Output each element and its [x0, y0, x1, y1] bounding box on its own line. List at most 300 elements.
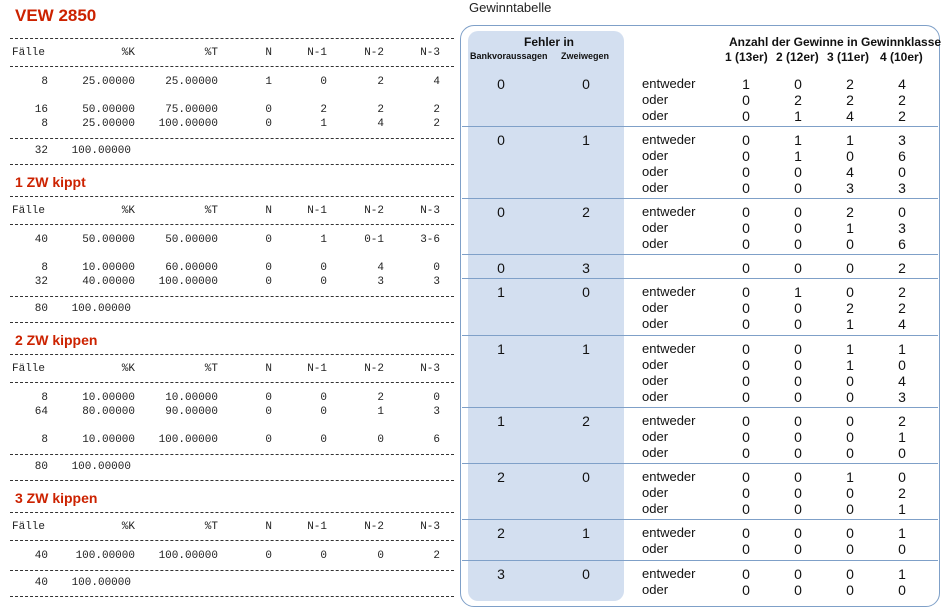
section-heading: 2 ZW kippen [15, 332, 98, 348]
cell-2: 90.00000 [165, 406, 218, 418]
win-count-class-3: 0 [846, 485, 854, 501]
header-cell-2: %T [204, 521, 218, 533]
cell-4: 0 [320, 76, 327, 88]
header-cell-1: %K [121, 521, 135, 533]
cell-6: 6 [433, 434, 440, 446]
header-cell-3: N [265, 47, 272, 59]
total-row [0, 303, 460, 317]
win-count-class-2: 0 [794, 501, 802, 517]
table-row [0, 76, 460, 90]
header-cell-1: %K [121, 363, 135, 375]
case-label: entweder [642, 525, 696, 540]
bankvoraussagen-header: Bankvoraussagen [470, 51, 548, 61]
total-cases: 80 [34, 461, 48, 473]
zweiweg-errors: 1 [582, 132, 590, 148]
cell-0: 8 [41, 262, 48, 274]
win-count-class-2: 0 [794, 204, 802, 220]
win-count-class-2: 0 [794, 341, 802, 357]
win-count-class-4: 2 [898, 260, 906, 276]
cell-5: 3 [377, 276, 384, 288]
total-rule-bottom [10, 164, 454, 165]
case-label: oder [642, 316, 669, 331]
header-rule-bottom [10, 66, 454, 67]
header-rule-bottom [10, 540, 454, 541]
cell-0: 32 [34, 276, 48, 288]
header-cell-4: N-1 [307, 47, 327, 59]
cell-4: 0 [320, 262, 327, 274]
win-count-class-2: 0 [794, 445, 802, 461]
total-percent: 100.00000 [71, 461, 131, 473]
cell-3: 0 [265, 234, 272, 246]
cell-4: 0 [320, 406, 327, 418]
table-row [0, 406, 460, 420]
win-count-class-2: 0 [794, 357, 802, 373]
cell-3: 0 [265, 406, 272, 418]
cell-5: 1 [377, 406, 384, 418]
case-label: entweder [642, 76, 696, 91]
cell-6: 3 [433, 406, 440, 418]
group-separator [462, 254, 938, 255]
group-separator [462, 335, 938, 336]
document-title: VEW 2850 [15, 6, 97, 25]
win-count-class-4: 1 [898, 341, 906, 357]
win-count-class-2: 0 [794, 541, 802, 557]
win-count-class-2: 2 [794, 92, 802, 108]
win-count-class-2: 0 [794, 316, 802, 332]
win-count-class-4: 3 [898, 132, 906, 148]
gewinntabelle-caption: Gewinntabelle [469, 0, 552, 15]
cell-2: 60.00000 [165, 262, 218, 274]
cell-6: 3-6 [420, 234, 440, 246]
cell-2: 75.00000 [165, 104, 218, 116]
header-cell-0: Fälle [12, 521, 46, 533]
header-cell-0: Fälle [12, 205, 46, 217]
case-label: oder [642, 164, 669, 179]
zweiweg-errors: 0 [582, 284, 590, 300]
win-count-class-1: 0 [742, 132, 750, 148]
header-cell-4: N-1 [307, 205, 327, 217]
win-count-class-3: 0 [846, 413, 854, 429]
case-label: oder [642, 180, 669, 195]
group-separator [462, 560, 938, 561]
win-count-class-2: 1 [794, 132, 802, 148]
total-percent: 100.00000 [71, 145, 131, 157]
win-count-class-4: 0 [898, 582, 906, 598]
win-count-class-3: 0 [846, 582, 854, 598]
cell-1: 10.00000 [82, 434, 135, 446]
table-row [0, 118, 460, 132]
win-count-class-3: 0 [846, 260, 854, 276]
cell-4: 2 [320, 104, 327, 116]
win-count-class-1: 0 [742, 501, 750, 517]
cell-5: 0-1 [364, 234, 384, 246]
case-label: oder [642, 389, 669, 404]
cell-3: 0 [265, 276, 272, 288]
win-count-class-2: 0 [794, 236, 802, 252]
header-rule-top [10, 38, 454, 39]
header-cell-4: N-1 [307, 363, 327, 375]
cell-4: 0 [320, 392, 327, 404]
win-count-class-2: 1 [794, 108, 802, 124]
cell-1: 10.00000 [82, 392, 135, 404]
win-count-class-3: 0 [846, 373, 854, 389]
table-row [0, 392, 460, 406]
win-count-class-1: 0 [742, 582, 750, 598]
zweiwegen-header: Zweiwegen [561, 51, 610, 61]
cell-0: 8 [41, 76, 48, 88]
win-count-class-1: 0 [742, 236, 750, 252]
win-count-class-3: 0 [846, 566, 854, 582]
gewinnklasse-header-3: 3 (11er) [827, 50, 870, 64]
bank-errors: 1 [497, 284, 505, 300]
win-count-class-1: 0 [742, 260, 750, 276]
group-separator [462, 463, 938, 464]
group-separator [462, 126, 938, 127]
zweiweg-errors: 2 [582, 413, 590, 429]
cell-2: 100.00000 [158, 434, 218, 446]
case-label: entweder [642, 341, 696, 356]
win-count-class-1: 0 [742, 525, 750, 541]
table-header [0, 205, 460, 219]
win-count-class-3: 2 [846, 300, 854, 316]
win-count-class-1: 0 [742, 220, 750, 236]
zweiweg-errors: 0 [582, 566, 590, 582]
bank-errors: 2 [497, 525, 505, 541]
win-count-class-2: 0 [794, 413, 802, 429]
header-cell-3: N [265, 363, 272, 375]
win-count-class-4: 1 [898, 429, 906, 445]
win-count-class-3: 0 [846, 501, 854, 517]
gewinnklasse-header-4: 4 (10er) [880, 50, 923, 64]
win-count-class-4: 0 [898, 164, 906, 180]
header-cell-0: Fälle [12, 47, 46, 59]
win-count-class-4: 2 [898, 92, 906, 108]
table-row [0, 104, 460, 118]
group-separator [462, 519, 938, 520]
win-count-class-3: 1 [846, 341, 854, 357]
total-cases: 80 [34, 303, 48, 315]
cell-6: 2 [433, 104, 440, 116]
win-count-class-1: 0 [742, 92, 750, 108]
header-cell-2: %T [204, 363, 218, 375]
case-label: oder [642, 501, 669, 516]
header-cell-5: N-2 [364, 205, 384, 217]
win-count-class-1: 0 [742, 341, 750, 357]
win-count-class-1: 0 [742, 180, 750, 196]
cell-6: 4 [433, 76, 440, 88]
cell-0: 40 [34, 234, 48, 246]
total-rule-top [10, 570, 454, 571]
win-count-class-4: 4 [898, 76, 906, 92]
table-header [0, 363, 460, 377]
win-count-class-4: 2 [898, 300, 906, 316]
cell-3: 0 [265, 262, 272, 274]
win-count-class-1: 0 [742, 469, 750, 485]
cell-4: 1 [320, 234, 327, 246]
win-count-class-3: 0 [846, 148, 854, 164]
total-row [0, 577, 460, 591]
win-count-class-3: 1 [846, 220, 854, 236]
win-count-class-1: 0 [742, 389, 750, 405]
case-label: entweder [642, 284, 696, 299]
header-cell-2: %T [204, 205, 218, 217]
header-rule-top [10, 512, 454, 513]
win-count-class-1: 0 [742, 316, 750, 332]
win-count-class-4: 0 [898, 357, 906, 373]
cell-0: 16 [34, 104, 48, 116]
cell-2: 100.00000 [158, 550, 218, 562]
header-cell-0: Fälle [12, 363, 46, 375]
header-cell-3: N [265, 521, 272, 533]
cell-1: 25.00000 [82, 118, 135, 130]
zweiweg-errors: 2 [582, 204, 590, 220]
total-cases: 40 [34, 577, 48, 589]
group-separator [462, 278, 938, 279]
cell-5: 4 [377, 118, 384, 130]
zweiweg-errors: 1 [582, 525, 590, 541]
win-count-class-4: 4 [898, 316, 906, 332]
win-count-class-3: 4 [846, 108, 854, 124]
table-row [0, 276, 460, 290]
win-count-class-2: 1 [794, 284, 802, 300]
win-count-class-3: 1 [846, 316, 854, 332]
win-count-class-1: 0 [742, 373, 750, 389]
case-label: oder [642, 445, 669, 460]
cell-1: 50.00000 [82, 234, 135, 246]
total-rule-top [10, 454, 454, 455]
total-rule-top [10, 296, 454, 297]
zweiweg-errors: 0 [582, 469, 590, 485]
cell-5: 2 [377, 392, 384, 404]
case-label: oder [642, 357, 669, 372]
fehler-in-header: Fehler in [524, 35, 575, 49]
group-separator [462, 407, 938, 408]
case-label: oder [642, 541, 669, 556]
header-cell-6: N-3 [420, 47, 440, 59]
cell-2: 50.00000 [165, 234, 218, 246]
case-label: oder [642, 220, 669, 235]
case-label: oder [642, 108, 669, 123]
header-rule-bottom [10, 224, 454, 225]
cell-4: 0 [320, 434, 327, 446]
win-count-class-2: 0 [794, 469, 802, 485]
header-cell-1: %K [121, 205, 135, 217]
header-rule-top [10, 196, 454, 197]
bank-errors: 0 [497, 76, 505, 92]
cell-0: 64 [34, 406, 48, 418]
case-label: entweder [642, 469, 696, 484]
win-count-class-1: 0 [742, 485, 750, 501]
cell-2: 100.00000 [158, 118, 218, 130]
win-count-class-4: 2 [898, 485, 906, 501]
anzahl-header: Anzahl der Gewinne in Gewinnklasse [729, 35, 942, 49]
win-count-class-1: 0 [742, 429, 750, 445]
zweiweg-errors: 3 [582, 260, 590, 276]
win-count-class-3: 4 [846, 164, 854, 180]
header-cell-6: N-3 [420, 205, 440, 217]
win-count-class-1: 0 [742, 413, 750, 429]
zweiweg-errors: 0 [582, 76, 590, 92]
win-count-class-3: 0 [846, 525, 854, 541]
win-count-class-4: 1 [898, 501, 906, 517]
cell-5: 0 [377, 550, 384, 562]
case-label: entweder [642, 413, 696, 428]
win-count-class-3: 3 [846, 180, 854, 196]
win-count-class-3: 1 [846, 469, 854, 485]
win-count-class-1: 0 [742, 566, 750, 582]
win-count-class-4: 2 [898, 413, 906, 429]
win-count-class-2: 0 [794, 180, 802, 196]
cell-3: 0 [265, 104, 272, 116]
win-count-class-4: 3 [898, 220, 906, 236]
win-count-class-1: 0 [742, 148, 750, 164]
win-count-class-1: 0 [742, 300, 750, 316]
left-panel [0, 0, 460, 612]
total-cases: 32 [34, 145, 48, 157]
total-rule-bottom [10, 596, 454, 597]
header-cell-4: N-1 [307, 521, 327, 533]
header-cell-2: %T [204, 47, 218, 59]
cell-2: 100.00000 [158, 276, 218, 288]
win-count-class-2: 0 [794, 300, 802, 316]
total-rule-bottom [10, 322, 454, 323]
cell-2: 25.00000 [165, 76, 218, 88]
header-cell-1: %K [121, 47, 135, 59]
cell-1: 50.00000 [82, 104, 135, 116]
win-count-class-4: 6 [898, 236, 906, 252]
case-label: oder [642, 429, 669, 444]
win-count-class-1: 0 [742, 108, 750, 124]
cell-4: 1 [320, 118, 327, 130]
case-label: entweder [642, 132, 696, 147]
win-count-class-4: 2 [898, 108, 906, 124]
win-count-class-4: 1 [898, 566, 906, 582]
cell-0: 8 [41, 118, 48, 130]
win-count-class-1: 0 [742, 445, 750, 461]
win-count-class-2: 0 [794, 76, 802, 92]
cell-3: 0 [265, 118, 272, 130]
win-count-class-4: 0 [898, 204, 906, 220]
win-count-class-2: 1 [794, 148, 802, 164]
win-count-class-2: 0 [794, 260, 802, 276]
bank-errors: 2 [497, 469, 505, 485]
table-row [0, 262, 460, 276]
total-row [0, 461, 460, 475]
cell-2: 10.00000 [165, 392, 218, 404]
win-count-class-3: 2 [846, 76, 854, 92]
win-count-class-4: 2 [898, 284, 906, 300]
header-cell-6: N-3 [420, 363, 440, 375]
win-count-class-4: 6 [898, 148, 906, 164]
cell-4: 0 [320, 550, 327, 562]
cell-5: 4 [377, 262, 384, 274]
cell-1: 40.00000 [82, 276, 135, 288]
win-count-class-3: 0 [846, 236, 854, 252]
case-label: entweder [642, 566, 696, 581]
table-row [0, 434, 460, 448]
bank-errors: 0 [497, 132, 505, 148]
bank-errors: 3 [497, 566, 505, 582]
case-label: oder [642, 236, 669, 251]
cell-6: 0 [433, 392, 440, 404]
header-rule-top [10, 354, 454, 355]
cell-6: 3 [433, 276, 440, 288]
cell-3: 0 [265, 434, 272, 446]
cell-1: 80.00000 [82, 406, 135, 418]
win-count-class-2: 0 [794, 429, 802, 445]
cell-1: 25.00000 [82, 76, 135, 88]
win-count-class-1: 0 [742, 204, 750, 220]
win-count-class-3: 0 [846, 389, 854, 405]
win-count-class-1: 0 [742, 357, 750, 373]
win-count-class-3: 1 [846, 132, 854, 148]
total-rule-bottom [10, 480, 454, 481]
total-percent: 100.00000 [71, 577, 131, 589]
cell-3: 0 [265, 392, 272, 404]
win-count-class-1: 0 [742, 284, 750, 300]
cell-6: 2 [433, 550, 440, 562]
header-cell-5: N-2 [364, 363, 384, 375]
cell-6: 0 [433, 262, 440, 274]
total-rule-top [10, 138, 454, 139]
case-label: oder [642, 373, 669, 388]
cell-0: 40 [34, 550, 48, 562]
win-count-class-3: 2 [846, 204, 854, 220]
header-cell-3: N [265, 205, 272, 217]
win-count-class-3: 0 [846, 445, 854, 461]
win-count-class-1: 1 [742, 76, 750, 92]
header-cell-6: N-3 [420, 521, 440, 533]
win-count-class-2: 0 [794, 525, 802, 541]
cell-0: 8 [41, 392, 48, 404]
win-count-class-2: 0 [794, 220, 802, 236]
win-count-class-1: 0 [742, 164, 750, 180]
gewinnklasse-header-2: 2 (12er) [776, 50, 819, 64]
win-count-class-1: 0 [742, 541, 750, 557]
case-label: oder [642, 92, 669, 107]
case-label: entweder [642, 204, 696, 219]
table-header [0, 47, 460, 61]
case-label: oder [642, 485, 669, 500]
cell-1: 10.00000 [82, 262, 135, 274]
group-separator [462, 198, 938, 199]
cell-0: 8 [41, 434, 48, 446]
win-count-class-3: 0 [846, 284, 854, 300]
win-count-class-2: 0 [794, 389, 802, 405]
win-count-class-3: 2 [846, 92, 854, 108]
section-heading: 1 ZW kippt [15, 174, 86, 190]
win-count-class-4: 0 [898, 445, 906, 461]
header-rule-bottom [10, 382, 454, 383]
cell-1: 100.00000 [75, 550, 135, 562]
win-count-class-2: 0 [794, 373, 802, 389]
win-count-class-4: 0 [898, 541, 906, 557]
win-count-class-4: 3 [898, 389, 906, 405]
case-label: oder [642, 148, 669, 163]
bank-errors: 0 [497, 204, 505, 220]
zweiweg-errors: 1 [582, 341, 590, 357]
case-label: oder [642, 582, 669, 597]
win-count-class-2: 0 [794, 582, 802, 598]
total-percent: 100.00000 [71, 303, 131, 315]
table-row [0, 550, 460, 564]
header-cell-5: N-2 [364, 521, 384, 533]
win-count-class-2: 0 [794, 566, 802, 582]
cell-6: 2 [433, 118, 440, 130]
header-cell-5: N-2 [364, 47, 384, 59]
win-count-class-3: 0 [846, 541, 854, 557]
win-count-class-3: 0 [846, 429, 854, 445]
